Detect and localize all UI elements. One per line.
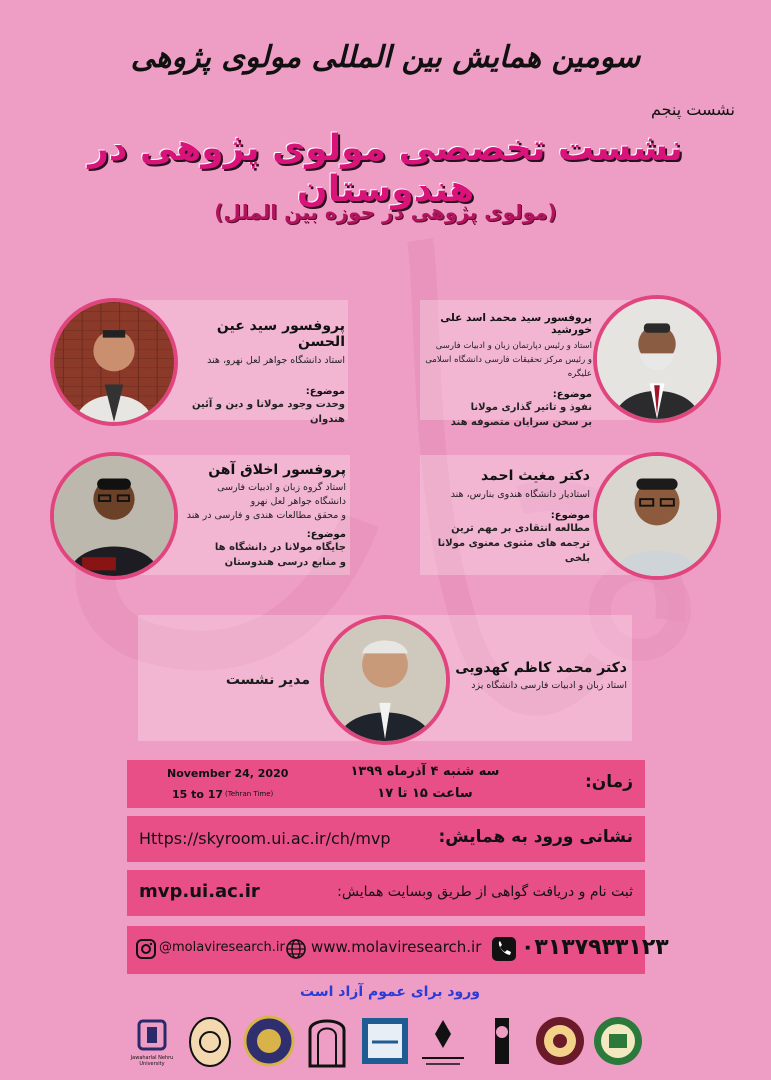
globe-icon xyxy=(285,938,307,964)
moderator-name: دکتر محمد کاظم کهدویی xyxy=(455,660,627,676)
schedule-label: زمان: xyxy=(584,772,633,792)
speaker-4-topic-1: مطالعه انتقادی بر مهم ترین xyxy=(451,523,590,534)
speaker-3-affiliation-1: استاد گروه زبان و ادبیات فارسی xyxy=(217,482,346,493)
speaker-2-photo xyxy=(593,295,721,423)
speaker-4-name: دکتر مغیث احمد xyxy=(481,468,590,484)
speaker-1-topic: وحدت وجود مولانا و دین و آئین هندوان xyxy=(192,399,345,425)
speaker-3-topic-2: و منابع درسی هندوستان xyxy=(224,557,346,568)
schedule-time-en: 15 to 17 xyxy=(172,788,224,801)
speaker-3-text xyxy=(180,462,346,570)
banaras-university-logo xyxy=(242,1012,296,1070)
speaker-2-topic-label: موضوع: xyxy=(552,389,592,400)
schedule-bar xyxy=(127,760,645,808)
speaker-1-affiliation: استاد دانشگاه جواهر لعل نهرو، هند xyxy=(207,355,345,366)
phone-number[interactable]: ۰۳۱۳۷۹۳۳۱۲۳ xyxy=(521,935,669,960)
website-url[interactable]: www.molaviresearch.ir xyxy=(311,938,482,956)
ministry-logo xyxy=(475,1012,529,1070)
moderator-role: مدیر نشست xyxy=(225,672,310,688)
speaker-3-photo xyxy=(50,452,178,580)
moderator-photo xyxy=(320,615,450,745)
green-seal-logo xyxy=(591,1012,645,1070)
yazd-university-logo xyxy=(300,1012,354,1070)
schedule-date-fa: سه شنبه ۴ آذرماه ۱۳۹۹ xyxy=(350,764,500,779)
speaker-4-text xyxy=(420,468,590,566)
speaker-1-text xyxy=(180,318,345,427)
phone-icon xyxy=(491,936,517,966)
speaker-1-name: پروفسور سید عین الحسن xyxy=(216,318,345,350)
instagram-handle[interactable]: @molaviresearch.ir xyxy=(159,940,285,955)
speaker-4-photo xyxy=(593,452,721,580)
subtitle: (مولوی پژوهی در حوزه بین الملل) xyxy=(214,200,557,224)
speaker-1-topic-label: موضوع: xyxy=(305,386,345,397)
access-label: نشانی ورود به همایش: xyxy=(438,827,633,847)
speaker-4-affiliation: استادیار دانشگاه هندوی بنارس، هند xyxy=(450,489,590,500)
schedule-time-fa: ساعت ۱۵ تا ۱۷ xyxy=(377,786,473,801)
schedule-time-en-note: (Tehran Time) xyxy=(225,790,274,798)
contact-bar xyxy=(127,926,669,974)
speaker-2-affiliation-2: و رئیس مرکز تحقیقات فارسی دانشگاه اسلامی علیگره xyxy=(425,355,592,379)
jnu-logo xyxy=(125,1012,179,1070)
access-bar xyxy=(127,816,645,862)
registration-bar xyxy=(127,870,645,916)
speaker-2-affiliation-1: استاد و رئیس دپارتمان زبان و ادبیات فارسی xyxy=(435,341,592,351)
instagram-icon xyxy=(135,938,157,964)
speaker-1-photo xyxy=(50,298,178,426)
isfahan-university-logo xyxy=(533,1012,587,1070)
speaker-2-text xyxy=(420,312,592,430)
partner-logos xyxy=(125,1010,645,1072)
session-label: نشست پنجم xyxy=(650,100,735,119)
schedule-date-en: November 24, 2020 xyxy=(167,767,289,780)
speaker-2-name: پروفسور سید محمد اسد علی خورشید xyxy=(440,312,592,336)
speaker-3-name: پروفسور اخلاق آهن xyxy=(208,462,346,478)
free-entry-note: ورود برای عموم آزاد است xyxy=(300,984,480,1000)
registration-url[interactable]: mvp.ui.ac.ir xyxy=(139,881,260,902)
registration-label: ثبت نام و دریافت گواهی از طریق وبسایت همایش: xyxy=(337,884,633,900)
speaker-3-affiliation-2: دانشگاه جواهر لعل نهرو xyxy=(250,496,346,507)
speaker-3-affiliation-3: و محقق مطالعات هندی و فارسی در هند xyxy=(186,510,346,521)
science-fund-logo xyxy=(416,1012,470,1070)
conference-calligraphy-title: سومین همایش بین المللی مولوی پژوهی xyxy=(130,40,641,75)
moderator-text xyxy=(455,660,627,693)
aligarh-logo xyxy=(183,1012,237,1070)
moderator-affiliation: استاد زبان و ادبیات فارسی دانشگاه یزد xyxy=(471,680,627,691)
jnu-caption: Jawaharlal Nehru University xyxy=(130,1055,174,1067)
main-title: نشست تخصصی مولوی پژوهی در هندوستان xyxy=(88,128,683,210)
speaker-2-topic-1: نفوذ و تاثیر گذاری مولانا xyxy=(470,402,592,413)
speaker-3-topic-label: موضوع: xyxy=(306,529,346,540)
speaker-3-topic-1: جایگاه مولانا در دانشگاه ها xyxy=(214,542,346,553)
speaker-2-topic-2: بر سخن سرایان متصوفه هند xyxy=(450,417,592,428)
access-url[interactable]: Https://skyroom.ui.ac.ir/ch/mvp xyxy=(139,829,391,848)
speaker-4-topic-label: موضوع: xyxy=(550,510,590,521)
persian-literature-society-logo xyxy=(358,1012,412,1070)
speaker-4-topic-2: ترجمه های مثنوی معنوی مولانا بلخی xyxy=(437,538,590,564)
